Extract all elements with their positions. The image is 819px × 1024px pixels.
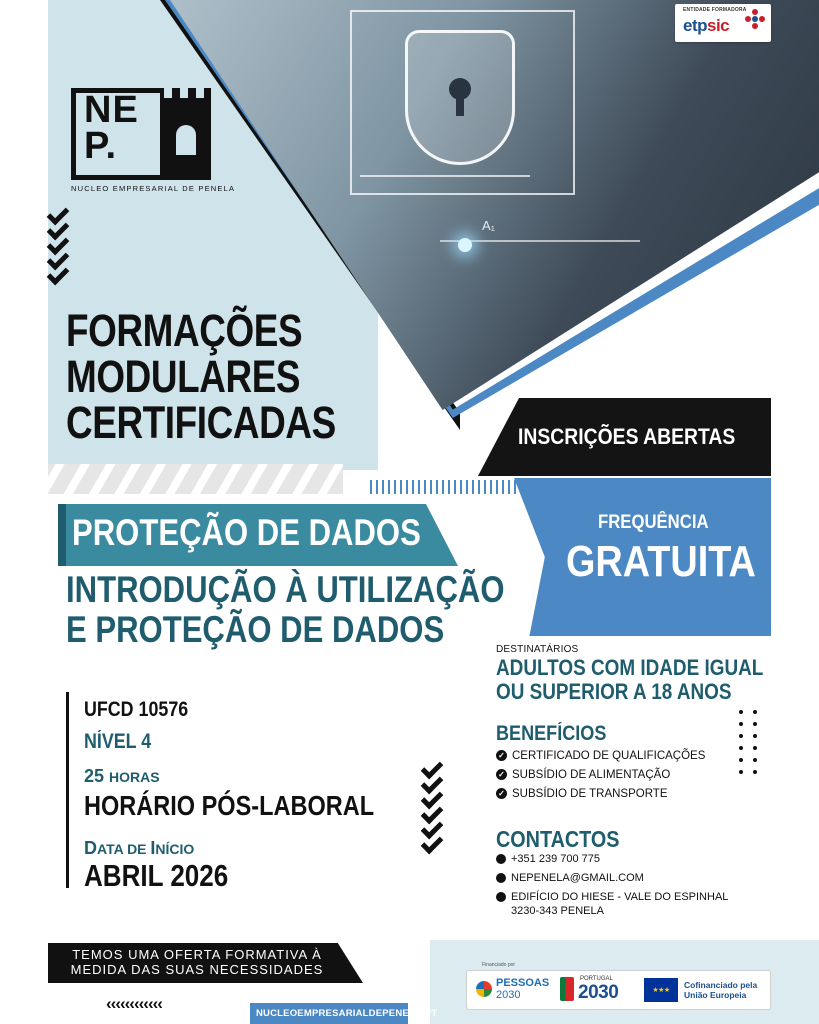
diagonal-stripes-divider xyxy=(48,464,343,494)
audience-label: DESTINATÁRIOS xyxy=(496,644,579,655)
benefits-list xyxy=(496,746,705,803)
etpsic-plus-icon xyxy=(744,8,766,30)
contacts-title: CONTACTOS xyxy=(496,826,620,852)
course-hours xyxy=(84,766,160,787)
check-circle-icon: ✓ xyxy=(496,788,507,799)
course-schedule: HORÁRIO PÓS-LABORAL xyxy=(84,790,375,821)
start-date: ABRIL 2026 xyxy=(84,858,229,893)
audience-line-2: OU SUPERIOR A 18 ANOS xyxy=(496,679,732,704)
audience-value xyxy=(496,656,763,704)
start-date-label-part: NÍCIO xyxy=(155,841,195,857)
offer-line-1: TEMOS UMA OFERTA FORMATIVA À xyxy=(72,947,322,962)
course-level: NÍVEL 4 xyxy=(84,730,152,753)
contact-phone[interactable] xyxy=(496,852,728,871)
eu-line-1: Cofinanciado pela xyxy=(684,980,758,990)
hours-word: HORAS xyxy=(109,769,160,785)
eu-cofinanced-text xyxy=(684,980,757,1000)
start-date-label-part: ATA DE xyxy=(97,841,151,857)
etpsic-wordmark xyxy=(683,16,729,36)
lock-keyhole-stem xyxy=(456,96,464,116)
start-date-label-part: I xyxy=(150,838,156,858)
eu-line-2: União Europeia xyxy=(684,990,747,1000)
phone-text: +351 239 700 775 xyxy=(511,853,601,865)
pessoas-year: 2030 xyxy=(496,989,521,1001)
portugal-label: PORTUGAL xyxy=(580,976,613,982)
nep-full-name: NUCLEO EMPRESARIAL DE PENELA xyxy=(71,184,236,193)
nep-letters-line1: NE xyxy=(84,89,139,131)
touch-glow-icon xyxy=(458,238,472,252)
address-text xyxy=(511,890,728,918)
audience-line-1: ADULTOS COM IDADE IGUAL xyxy=(496,655,764,680)
course-title-line-1: INTRODUÇÃO À UTILIZAÇÃO xyxy=(66,569,505,610)
benefit-text: SUBSÍDIO DE TRANSPORTE xyxy=(512,787,668,800)
email-icon xyxy=(496,873,506,883)
nep-logo-letters xyxy=(84,89,139,167)
location-icon xyxy=(496,892,506,902)
tower-battlement xyxy=(164,88,172,98)
pessoas-2030-icon xyxy=(476,981,492,997)
course-area: PROTEÇÃO DE DADOS xyxy=(72,512,421,553)
course-area-accent xyxy=(58,504,66,566)
benefit-text: CERTIFICADO DE QUALIFICAÇÕES xyxy=(512,749,706,762)
contacts-list xyxy=(496,852,728,918)
registration-label: INSCRIÇÕES ABERTAS xyxy=(518,424,736,449)
list-item xyxy=(496,784,705,803)
ticks-divider xyxy=(370,480,518,494)
hero-ui-line xyxy=(360,175,530,177)
etpsic-word-part2: sic xyxy=(707,16,730,35)
chevron-down-icon-group xyxy=(48,208,68,283)
offer-text xyxy=(66,947,328,977)
headline-line-1: FORMAÇÕES xyxy=(66,305,303,356)
decorative-dots xyxy=(739,710,759,774)
tower-door xyxy=(176,125,196,155)
chevron-left-icon-row: ‹‹‹‹‹‹‹‹‹‹‹‹ xyxy=(106,994,162,1013)
tower-battlement xyxy=(196,88,204,98)
start-date-label xyxy=(84,838,194,859)
nep-letters-line2: P. xyxy=(84,125,118,167)
pessoas-name: PESSOAS xyxy=(496,977,550,989)
funding-tag: Financiado por xyxy=(482,962,516,968)
etpsic-word-part1: etp xyxy=(683,16,707,35)
headline-line-2: MODULARES xyxy=(66,351,301,402)
contact-email[interactable] xyxy=(496,871,728,890)
hours-number: 25 xyxy=(84,766,105,786)
email-text: NEPENELA@GMAIL.COM xyxy=(511,872,644,884)
frequency-label: FREQUÊNCIA xyxy=(598,512,709,533)
check-circle-icon: ✓ xyxy=(496,750,507,761)
hero-a1-label: A₁ xyxy=(482,218,496,233)
start-date-label-part: D xyxy=(84,838,97,858)
tower-battlement xyxy=(180,88,188,98)
check-circle-icon: ✓ xyxy=(496,769,507,780)
frequency-free: GRATUITA xyxy=(566,537,756,586)
address-line-2: 3230-343 PENELA xyxy=(511,905,604,917)
etpsic-tagline: ENTIDADE FORMADORA xyxy=(683,7,747,13)
chevron-down-icon-group xyxy=(422,762,442,852)
address-line-1: EDIFÍCIO DO HIESE - VALE DO ESPINHAL xyxy=(511,891,729,903)
portugal-flag-icon xyxy=(560,977,574,1001)
course-title-line-2: E PROTEÇÃO DE DADOS xyxy=(66,609,445,650)
benefit-text: SUBSÍDIO DE ALIMENTAÇÃO xyxy=(512,768,671,781)
info-divider xyxy=(66,692,69,888)
course-title xyxy=(66,570,505,650)
eu-flag-icon: ★★★ xyxy=(644,978,678,1002)
portugal-2030-year: 2030 xyxy=(578,982,619,1003)
ufcd-code: UFCD 10576 xyxy=(84,698,189,721)
contact-address xyxy=(496,890,728,918)
main-headline xyxy=(66,305,336,448)
offer-line-2: MEDIDA DAS SUAS NECESSIDADES xyxy=(70,962,324,977)
headline-line-3: CERTIFICADAS xyxy=(66,397,336,448)
list-item xyxy=(496,746,705,765)
benefits-title: BENEFÍCIOS xyxy=(496,722,607,745)
list-item xyxy=(496,765,705,784)
website-link[interactable]: NUCLEOEMPRESARIALDEPENELA.PT xyxy=(256,1008,438,1019)
phone-icon xyxy=(496,854,506,864)
